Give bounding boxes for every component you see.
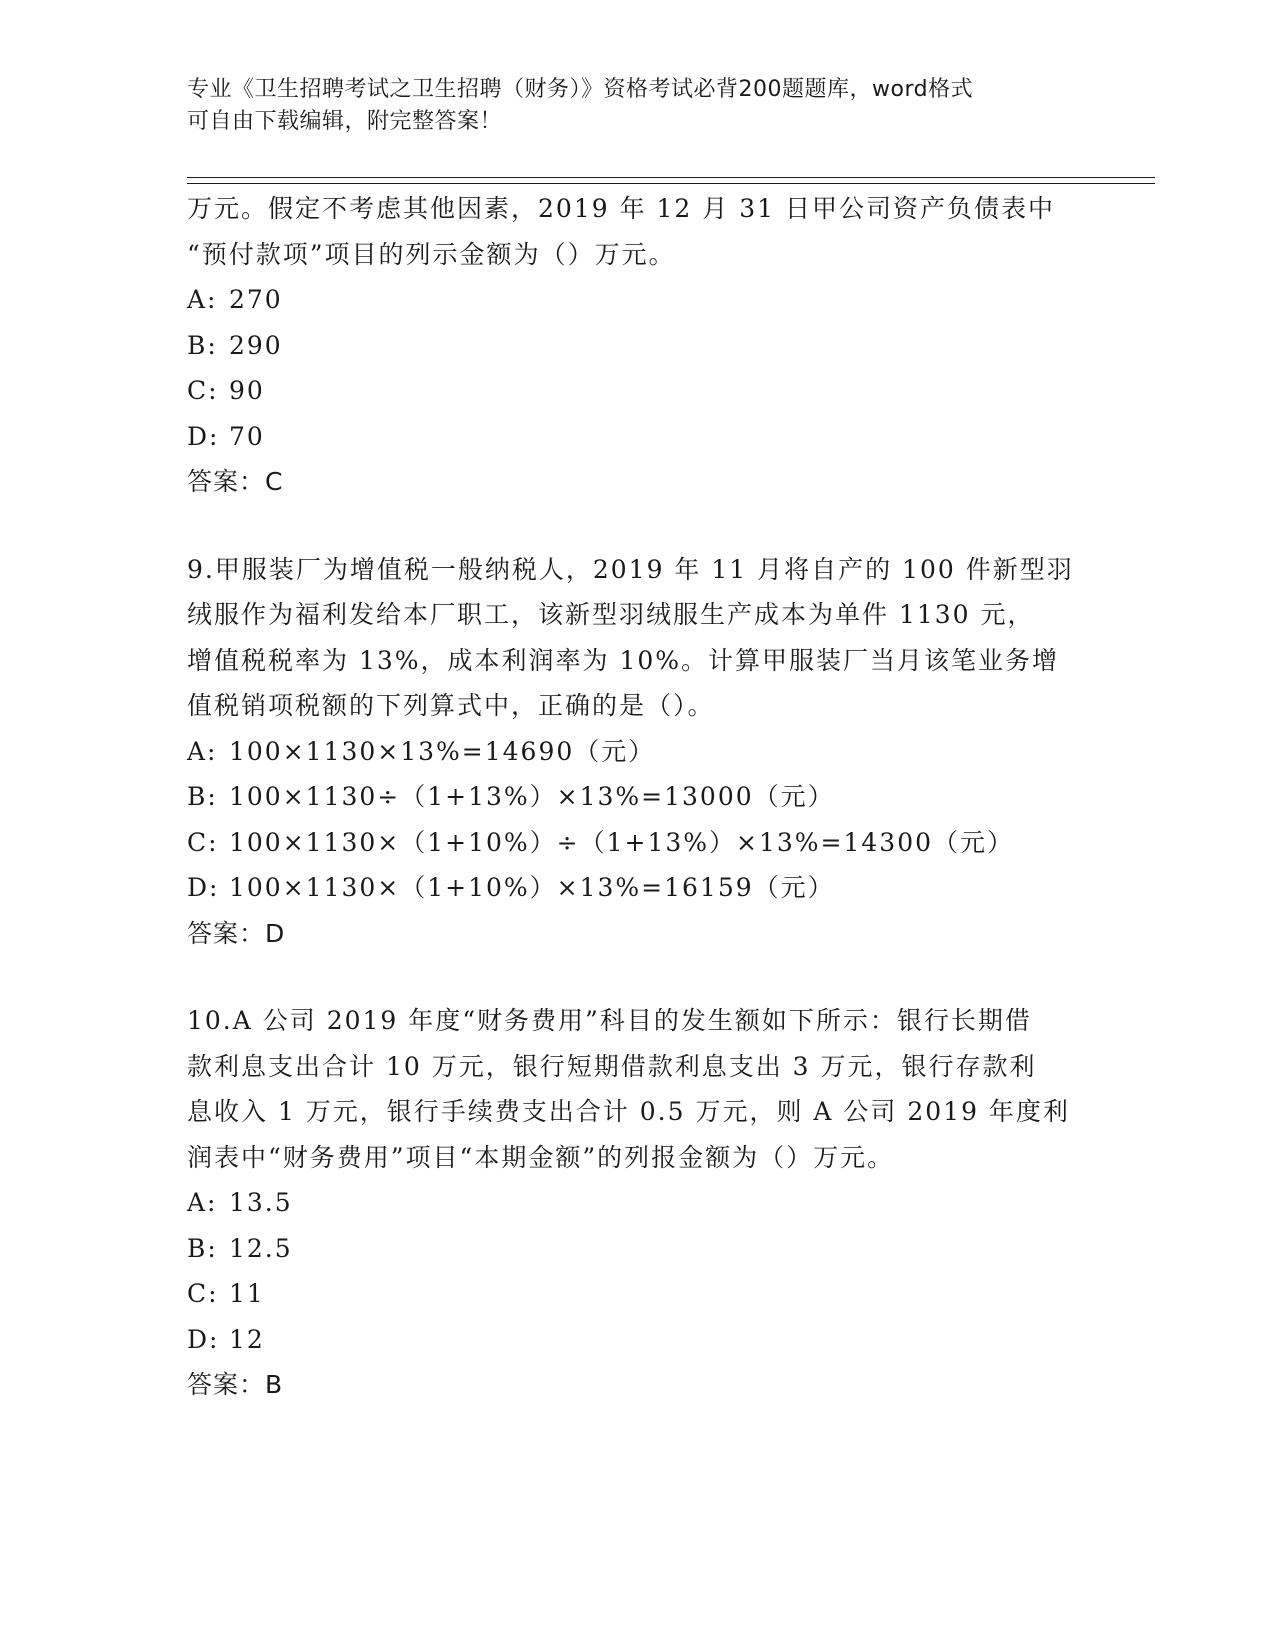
option-label: D: <box>187 873 220 902</box>
option-c <box>187 820 1087 866</box>
option-b <box>187 1226 1087 1272</box>
option-text: 100×1130×13%=14690（元） <box>229 736 656 766</box>
option-b <box>187 774 1087 820</box>
option-label: B: <box>187 1233 218 1263</box>
question-stem-line: 息收入 1 万元，银行手续费支出合计 0.5 万元，则 A 公司 2019 年度利 <box>187 1097 1070 1126</box>
option-text: 11 <box>229 1279 265 1308</box>
question-block <box>187 186 1087 505</box>
option-text: 100×1130×（1+10%）×13%=16159（元） <box>229 873 835 902</box>
option-a <box>187 277 1087 323</box>
option-label: B: <box>187 330 218 360</box>
option-a <box>187 729 1087 775</box>
question-block <box>187 998 1087 1408</box>
answer-line: 答案：D <box>187 918 286 948</box>
option-text: 100×1130×（1+10%）÷（1+13%）×13%=14300（元） <box>229 827 1015 857</box>
header-line-2: 可自由下载编辑，附完整答案！ <box>187 109 503 134</box>
option-text: 12 <box>229 1324 265 1354</box>
option-a <box>187 1180 1087 1226</box>
option-b <box>187 323 1087 369</box>
question-stem-line: 润表中“财务费用”项目“本期金额”的列报金额为（）万元。 <box>187 1142 895 1172</box>
header-line-1: 专业《卫生招聘考试之卫生招聘（财务）》资格考试必背200题题库，word格式 <box>187 77 974 102</box>
option-d <box>187 1317 1087 1363</box>
option-label: C: <box>187 827 219 857</box>
option-label: A: <box>187 1188 218 1217</box>
spacer <box>187 505 1087 547</box>
answer-line: 答案：B <box>187 1370 284 1399</box>
option-text: 13.5 <box>229 1188 293 1217</box>
option-text: 290 <box>229 330 283 360</box>
option-label: A: <box>187 736 218 766</box>
option-d <box>187 865 1087 911</box>
question-stem-line: 绒服作为福利发给本厂职工，该新型羽绒服生产成本为单件 1130 元， <box>187 600 1035 629</box>
question-stem-line: “预付款项”项目的列示金额为（）万元。 <box>187 239 676 269</box>
option-text: 270 <box>229 285 283 314</box>
question-list <box>187 186 1087 1408</box>
option-label: D: <box>187 1324 220 1354</box>
option-label: D: <box>187 421 220 451</box>
option-text: 12.5 <box>229 1233 293 1263</box>
question-stem-line: 万元。假定不考虑其他因素，2019 年 12 月 31 日甲公司资产负债表中 <box>187 194 1055 223</box>
question-stem-line: 9.甲服装厂为增值税一般纳税人，2019 年 11 月将自产的 100 件新型羽 <box>187 554 1074 584</box>
option-label: B: <box>187 782 218 811</box>
option-label: A: <box>187 285 218 314</box>
option-d <box>187 414 1087 460</box>
header-divider-top <box>187 177 1155 178</box>
option-c <box>187 1271 1087 1317</box>
option-text: 90 <box>229 376 265 405</box>
question-stem-line: 增值税税率为 13%，成本利润率为 10%。计算甲服装厂当月该笔业务增 <box>187 645 1060 675</box>
question-stem-line: 10.A 公司 2019 年度“财务费用”科目的发生额如下所示：银行长期借 <box>187 1006 1032 1035</box>
option-text: 100×1130÷（1+13%）×13%=13000（元） <box>229 782 835 811</box>
document-header <box>187 74 1067 138</box>
header-divider-bottom <box>187 183 1155 184</box>
question-stem-line: 值税销项税额的下列算式中，正确的是（）。 <box>187 691 715 720</box>
spacer <box>187 956 1087 998</box>
option-text: 70 <box>229 421 265 451</box>
option-label: C: <box>187 376 219 405</box>
question-stem-line: 款利息支出合计 10 万元，银行短期借款利息支出 3 万元，银行存款利 <box>187 1051 1037 1081</box>
question-block <box>187 547 1087 957</box>
answer-line: 答案：C <box>187 467 284 496</box>
option-c <box>187 368 1087 414</box>
option-label: C: <box>187 1279 219 1308</box>
